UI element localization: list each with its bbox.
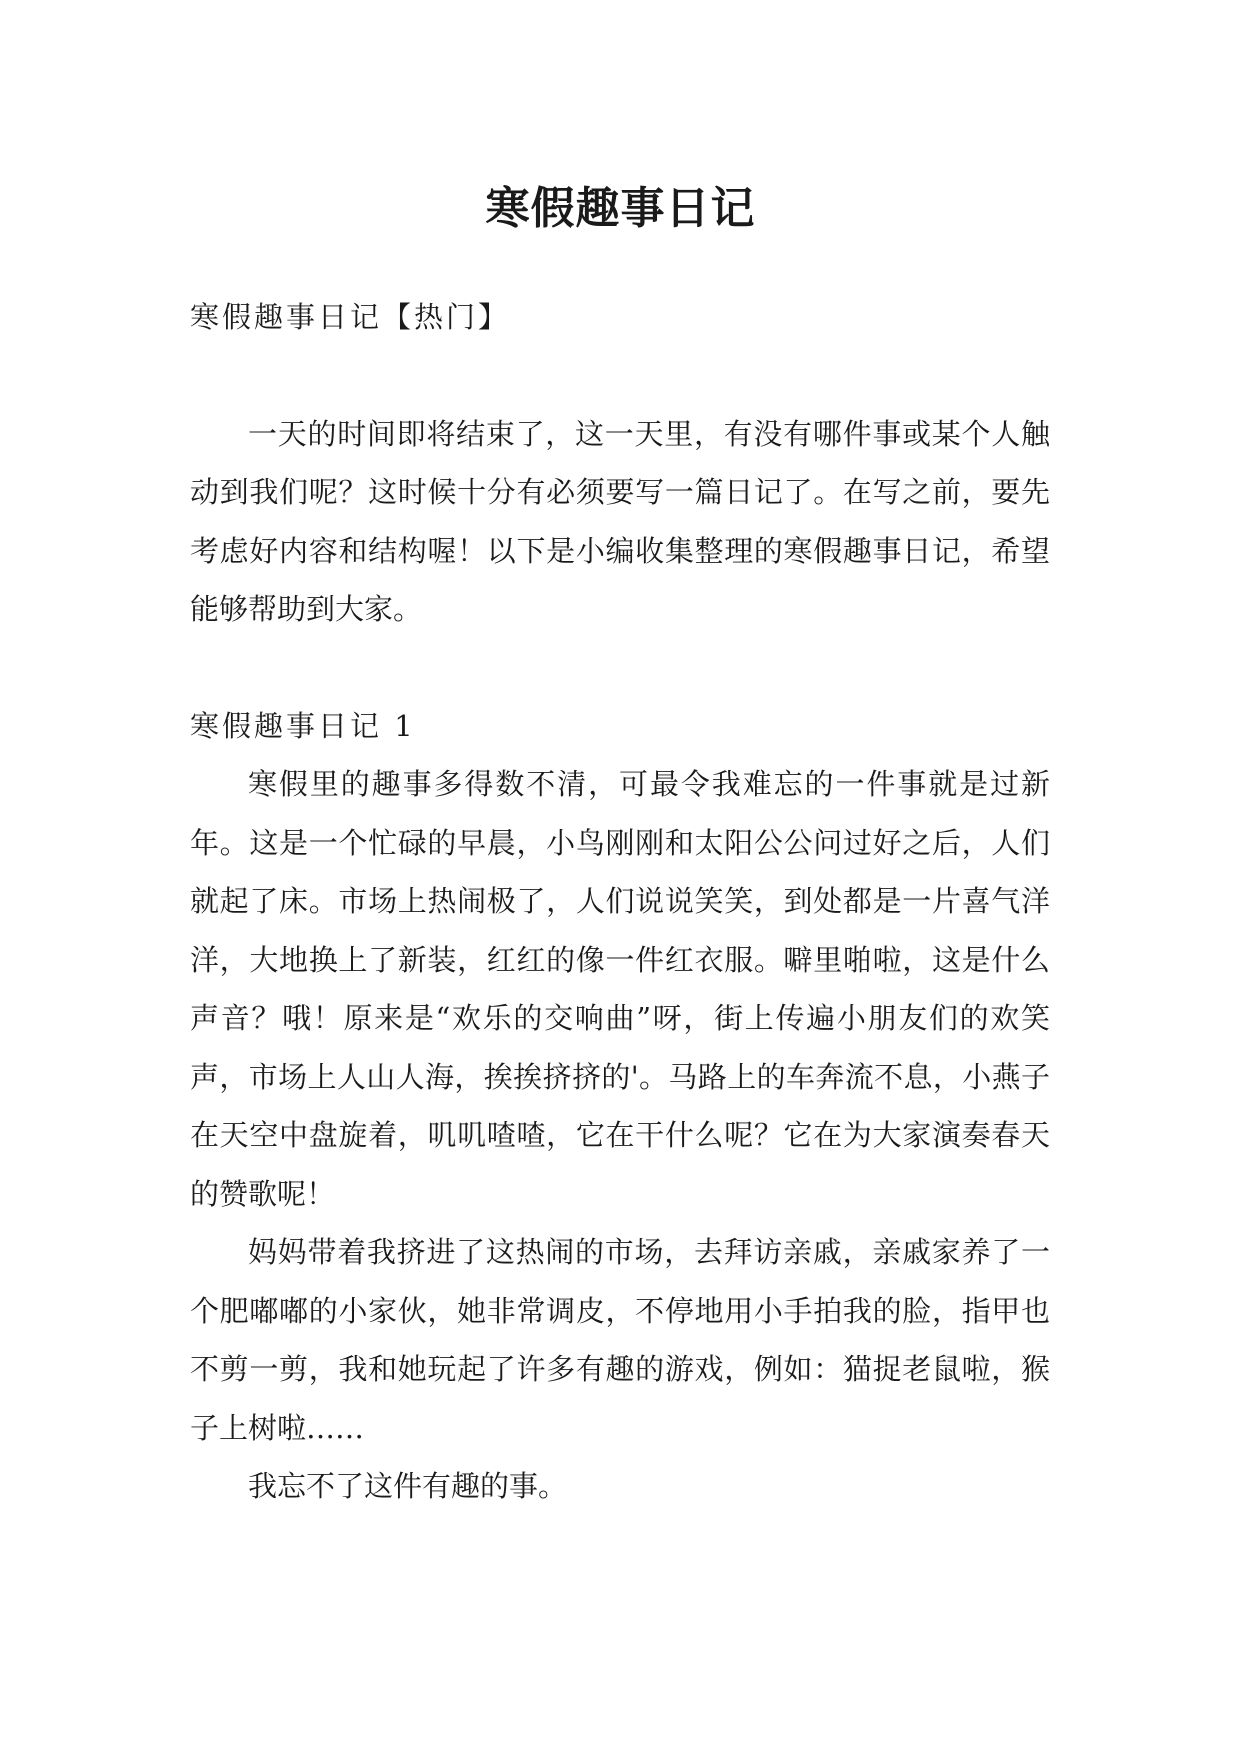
body-paragraph-1: 寒假里的趣事多得数不清，可最令我难忘的一件事就是过新年。这是一个忙碌的早晨，小鸟刚刚和太阳公公问过好之后，人们就起了床。市场上热闹极了，人们说说笑笑，到处都是一片喜气洋洋，大地换上了新装，红红的像一件红衣服。噼里啪啦，这是什么声音？哦！原来是“欢乐的交响曲”呀，街上传遍小朋友们的欢笑声，市场上人山人海，挨挨挤挤的'。马路上的车奔流不息，小燕子在天空中盘旋着，叽叽喳喳，它在干什么呢？它在为大家演奏春天的赞歌呢！	[190, 767, 1050, 1211]
document-body	[190, 288, 1050, 1516]
intro-paragraph: 一天的时间即将结束了，这一天里，有没有哪件事或某个人触动到我们呢？这时候十分有必须要写一篇日记了。在写之前，要先考虑好内容和结构喔！以下是小编收集整理的寒假趣事日记，希望能够帮助到大家。	[190, 416, 1050, 626]
section-heading: 寒假趣事日记 1	[190, 708, 416, 743]
document-subtitle: 寒假趣事日记【热门】	[190, 300, 511, 334]
document-title: 寒假趣事日记	[485, 183, 756, 235]
body-paragraph-2: 妈妈带着我挤进了这热闹的市场，去拜访亲戚，亲戚家养了一个肥嘟嘟的小家伙，她非常调皮，不停地用小手拍我的脸，指甲也不剪一剪，我和她玩起了许多有趣的游戏，例如：猫捉老鼠啦，猴子上树啦……	[190, 1235, 1050, 1445]
body-paragraph-3: 我忘不了这件有趣的事。	[248, 1469, 568, 1503]
